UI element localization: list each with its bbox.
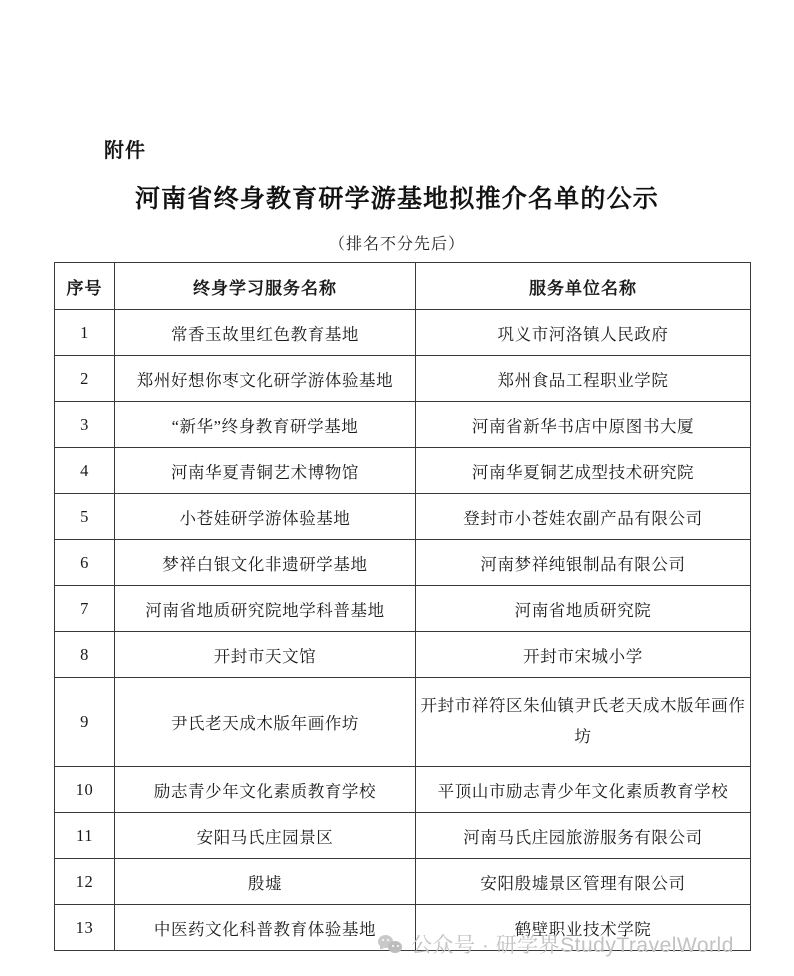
watermark-text: 公众号 · 研学界StudyTravelWorld	[411, 933, 734, 957]
cell-unit-name: 登封市小苍娃农副产品有限公司	[416, 494, 751, 540]
watermark	[378, 934, 734, 956]
table-row	[55, 678, 751, 767]
cell-unit-name: 河南华夏铜艺成型技术研究院	[416, 448, 751, 494]
cell-service-name: 郑州好想你枣文化研学游体验基地	[115, 356, 416, 402]
cell-service-name: 殷墟	[115, 859, 416, 905]
table-row	[55, 356, 751, 402]
cell-unit-name: 河南马氏庄园旅游服务有限公司	[416, 813, 751, 859]
table-row	[55, 448, 751, 494]
attachment-label: 附件	[104, 140, 146, 162]
cell-unit-name: 平顶山市励志青少年文化素质教育学校	[416, 767, 751, 813]
cell-service-name: 安阳马氏庄园景区	[115, 813, 416, 859]
table-row	[55, 402, 751, 448]
cell-service-name: 开封市天文馆	[115, 632, 416, 678]
cell-service-name: “新华”终身教育研学基地	[115, 402, 416, 448]
page-subtitle: （排名不分先后）	[328, 236, 465, 253]
cell-unit-name: 郑州食品工程职业学院	[416, 356, 751, 402]
cell-index: 1	[55, 310, 115, 356]
cell-service-name: 河南华夏青铜艺术博物馆	[115, 448, 416, 494]
cell-index: 3	[55, 402, 115, 448]
cell-unit-name: 开封市宋城小学	[416, 632, 751, 678]
cell-service-name: 中医药文化科普教育体验基地	[115, 905, 416, 951]
listing-table	[54, 262, 751, 951]
listing-table-wrapper	[54, 262, 750, 951]
table-row	[55, 586, 751, 632]
table-row	[55, 859, 751, 905]
cell-index: 2	[55, 356, 115, 402]
table-header-row	[55, 263, 751, 310]
cell-service-name: 励志青少年文化素质教育学校	[115, 767, 416, 813]
cell-index: 9	[55, 678, 115, 767]
cell-service-name: 尹氏老天成木版年画作坊	[115, 678, 416, 767]
table-row	[55, 767, 751, 813]
table-row	[55, 310, 751, 356]
cell-index: 12	[55, 859, 115, 905]
cell-service-name: 河南省地质研究院地学科普基地	[115, 586, 416, 632]
table-body	[55, 310, 751, 951]
cell-unit-name: 河南梦祥纯银制品有限公司	[416, 540, 751, 586]
table-row	[55, 632, 751, 678]
cell-service-name: 常香玉故里红色教育基地	[115, 310, 416, 356]
column-header-service-name: 终身学习服务名称	[115, 263, 416, 310]
cell-service-name: 梦祥白银文化非遗研学基地	[115, 540, 416, 586]
table-row	[55, 494, 751, 540]
cell-index: 8	[55, 632, 115, 678]
cell-index: 4	[55, 448, 115, 494]
cell-unit-name: 巩义市河洛镇人民政府	[416, 310, 751, 356]
cell-index: 13	[55, 905, 115, 951]
column-header-index: 序号	[55, 263, 115, 310]
column-header-unit-name: 服务单位名称	[416, 263, 751, 310]
cell-unit-name: 河南省新华书店中原图书大厦	[416, 402, 751, 448]
table-row	[55, 813, 751, 859]
table-row	[55, 540, 751, 586]
page-title: 河南省终身教育研学游基地拟推介名单的公示	[134, 186, 659, 213]
cell-index: 11	[55, 813, 115, 859]
table-header	[55, 263, 751, 310]
cell-unit-name: 河南省地质研究院	[416, 586, 751, 632]
cell-unit-name: 安阳殷墟景区管理有限公司	[416, 859, 751, 905]
cell-index: 6	[55, 540, 115, 586]
cell-index: 10	[55, 767, 115, 813]
cell-index: 7	[55, 586, 115, 632]
cell-unit-name: 开封市祥符区朱仙镇尹氏老天成木版年画作坊	[416, 678, 751, 767]
cell-service-name: 小苍娃研学游体验基地	[115, 494, 416, 540]
wechat-icon	[378, 934, 404, 956]
cell-unit-name: 鹤壁职业技术学院	[416, 905, 751, 951]
cell-index: 5	[55, 494, 115, 540]
